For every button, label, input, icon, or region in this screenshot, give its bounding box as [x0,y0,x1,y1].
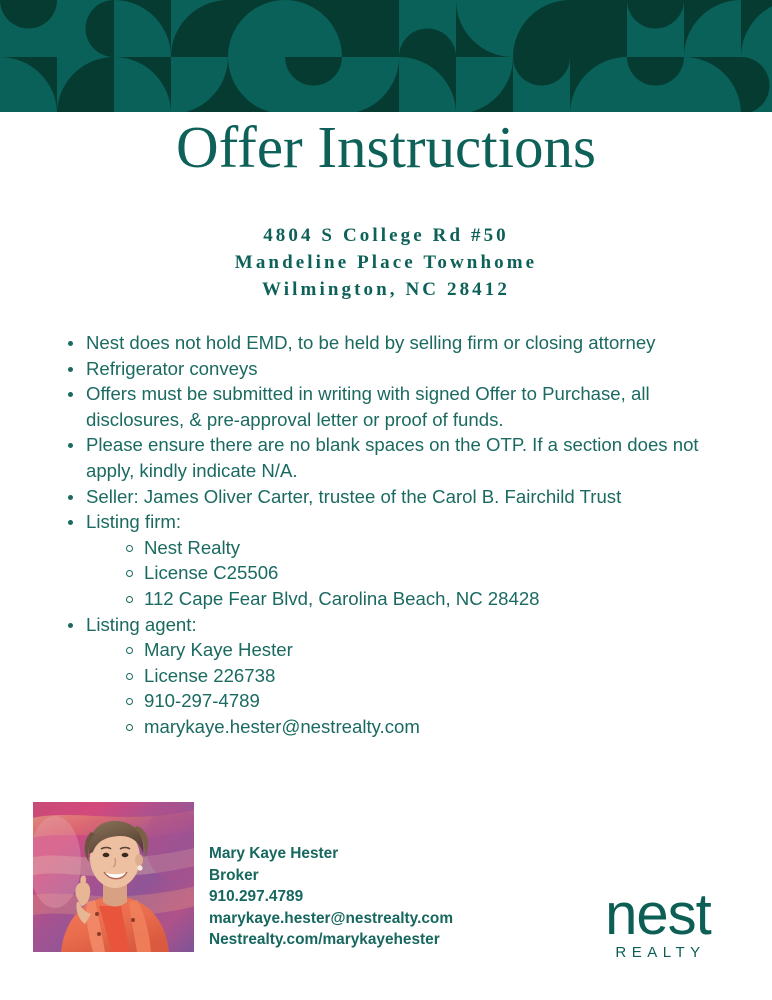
agent-signature-block [209,843,453,951]
instruction-sublist [86,637,734,739]
logo-wordmark: nest [605,882,711,947]
instruction-sublist [86,535,734,612]
instruction-text: Please ensure there are no blank spaces on the OTP. If a section does not apply, kindly indicate N/A. [86,434,699,481]
signature-website[interactable]: Nestrealty.com/marykayehester [209,931,440,949]
signature-email[interactable]: marykaye.hester@nestrealty.com [209,909,454,927]
page-title: Offer Instructions [175,114,596,180]
instruction-item [66,484,734,510]
instruction-item [66,432,734,483]
instruction-item [66,612,734,740]
instruction-text: Listing firm: [86,511,182,533]
instruction-text: Refrigerator conveys [86,357,258,379]
address-line-2: Mandeline Place Townhome [234,252,538,273]
instruction-item [66,509,734,611]
instruction-subitem: 910-297-4789 [124,688,734,714]
signature-phone[interactable]: 910.297.4789 [209,888,304,906]
instruction-subitem: License 226738 [124,663,734,689]
headshot-image [33,802,194,952]
decorative-banner [0,0,772,112]
instruction-subitem: License C25506 [124,560,734,586]
instructions-list [44,330,734,740]
banner-pattern-svg [0,0,772,112]
address-line-1: 4804 S College Rd #50 [263,225,509,246]
instruction-text: Listing agent: [86,613,197,635]
instruction-subitem: Nest Realty [124,535,734,561]
instruction-text: Seller: James Oliver Carter, trustee of the Carol B. Fairchild Trust [86,485,622,507]
address-line-3: Wilmington, NC 28412 [262,279,510,300]
logo-subtitle: REALTY [615,944,706,961]
instruction-subitem: Mary Kaye Hester [124,637,734,663]
property-address [0,222,772,303]
instruction-subitem: 112 Cape Fear Blvd, Carolina Beach, NC 28428 [124,586,734,612]
instruction-subitem: marykaye.hester@nestrealty.com [124,714,734,740]
nest-realty-logo [583,882,733,961]
instruction-item [66,356,734,382]
instruction-text: Nest does not hold EMD, to be held by selling firm or closing attorney [86,332,656,353]
agent-headshot [33,802,194,952]
signature-name: Mary Kaye Hester [209,845,339,862]
instructions-section [44,330,734,740]
instruction-item [66,381,734,432]
signature-role: Broker [209,866,259,884]
instruction-text: Offers must be submitted in writing with signed Offer to Purchase, all disclosures, & pre-approval letter or proof of funds. [86,383,650,430]
instruction-item [66,330,734,356]
